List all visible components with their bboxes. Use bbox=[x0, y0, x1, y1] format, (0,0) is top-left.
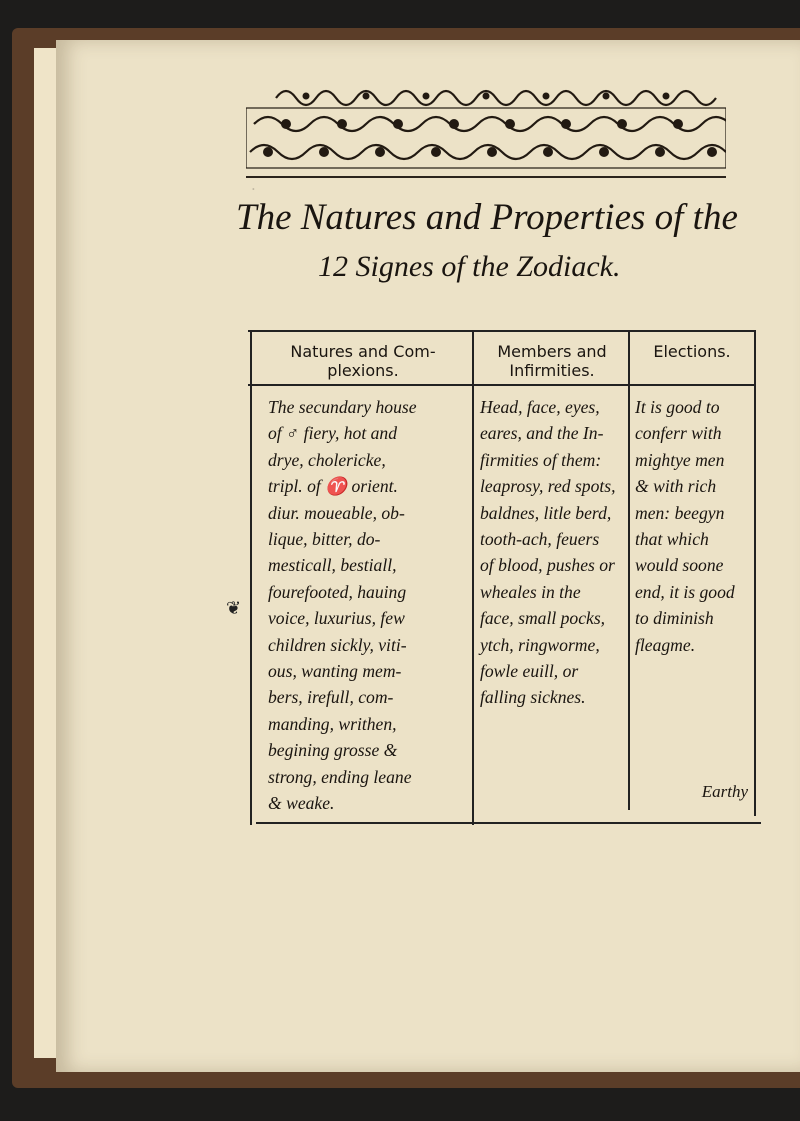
natures-line: mesticall, bestiall, bbox=[268, 555, 397, 576]
natures-line: bers, irefull, com- bbox=[268, 687, 394, 708]
header-members-line-1: Members and bbox=[497, 342, 607, 361]
natures-line: manding, writhen, bbox=[268, 713, 397, 734]
members-line: wheales in the bbox=[480, 581, 581, 602]
fleuron-icon: ❦ bbox=[226, 598, 242, 619]
table-header-rule bbox=[248, 384, 756, 386]
natures-line: diur. moueable, ob- bbox=[268, 502, 405, 523]
natures-line: The secundary house bbox=[268, 397, 417, 417]
members-column bbox=[480, 394, 616, 711]
natures-line: strong, ending leane bbox=[268, 766, 412, 787]
table-right-border bbox=[754, 330, 756, 816]
members-line: tooth-ach, feuers bbox=[480, 529, 600, 550]
ornament-rule bbox=[246, 176, 726, 178]
natures-column bbox=[268, 394, 417, 817]
elections-line: men: beegyn bbox=[635, 502, 725, 523]
natures-line: ous, wanting mem- bbox=[268, 661, 402, 682]
members-line: face, small pocks, bbox=[480, 608, 606, 629]
header-natures bbox=[254, 342, 472, 380]
page-edges bbox=[34, 48, 58, 1058]
header-natures-line-2: plexions. bbox=[327, 361, 399, 380]
column-divider-2 bbox=[628, 330, 630, 810]
elections-line: conferr with bbox=[635, 423, 722, 444]
show-through-text: · bbox=[250, 180, 256, 198]
members-line: falling sicknes. bbox=[480, 687, 586, 708]
natures-line: fourefooted, hauing bbox=[268, 581, 407, 602]
natures-line: voice, luxurius, few bbox=[268, 608, 405, 629]
table-left-border bbox=[250, 330, 252, 825]
table-bottom-rule bbox=[256, 822, 761, 824]
natures-line: of ♂ fiery, hot and bbox=[268, 423, 398, 444]
members-line: baldnes, litle berd, bbox=[480, 502, 612, 523]
natures-line: lique, bitter, do- bbox=[268, 529, 381, 550]
members-line: ytch, ringworme, bbox=[480, 634, 600, 655]
elections-line: mightye men bbox=[635, 449, 725, 470]
elections-line: end, it is good bbox=[635, 581, 735, 602]
zodiac-properties-table bbox=[226, 330, 758, 820]
natures-line: begining grosse & bbox=[268, 740, 398, 761]
members-line: firmities of them: bbox=[480, 449, 602, 470]
members-line: eares, and the In- bbox=[480, 423, 604, 444]
members-line: fowle euill, or bbox=[480, 661, 579, 682]
table-top-rule bbox=[248, 330, 756, 332]
members-line: leaprosy, red spots, bbox=[480, 476, 616, 497]
page-title-line-2: 12 Signes of the Zodiack. bbox=[318, 250, 621, 283]
header-elections: Elections. bbox=[653, 342, 731, 361]
catchword: Earthy bbox=[701, 782, 748, 801]
elections-line: to diminish bbox=[635, 608, 714, 629]
elections-column bbox=[635, 394, 735, 658]
members-line: Head, face, eyes, bbox=[480, 397, 600, 417]
elections-line: fleagme. bbox=[635, 634, 696, 655]
header-natures-line-1: Natures and Com- bbox=[290, 342, 436, 361]
decorative-border-ornament bbox=[246, 78, 726, 174]
natures-line: children sickly, viti- bbox=[268, 634, 407, 655]
elections-line: It is good to bbox=[635, 397, 720, 417]
elections-line: & with rich bbox=[635, 476, 717, 497]
column-divider-1 bbox=[472, 330, 474, 825]
natures-line: drye, cholericke, bbox=[268, 449, 386, 470]
page-title-line-1: The Natures and Properties of the bbox=[236, 197, 738, 238]
members-line: of blood, pushes or bbox=[480, 555, 615, 576]
header-members-line-2: Infirmities. bbox=[509, 361, 595, 380]
elections-line: would soone bbox=[635, 555, 724, 576]
natures-line: tripl. of ♈ orient. bbox=[268, 476, 398, 497]
header-members bbox=[476, 342, 628, 380]
natures-line: & weake. bbox=[268, 793, 335, 814]
elections-line: that which bbox=[635, 529, 709, 550]
